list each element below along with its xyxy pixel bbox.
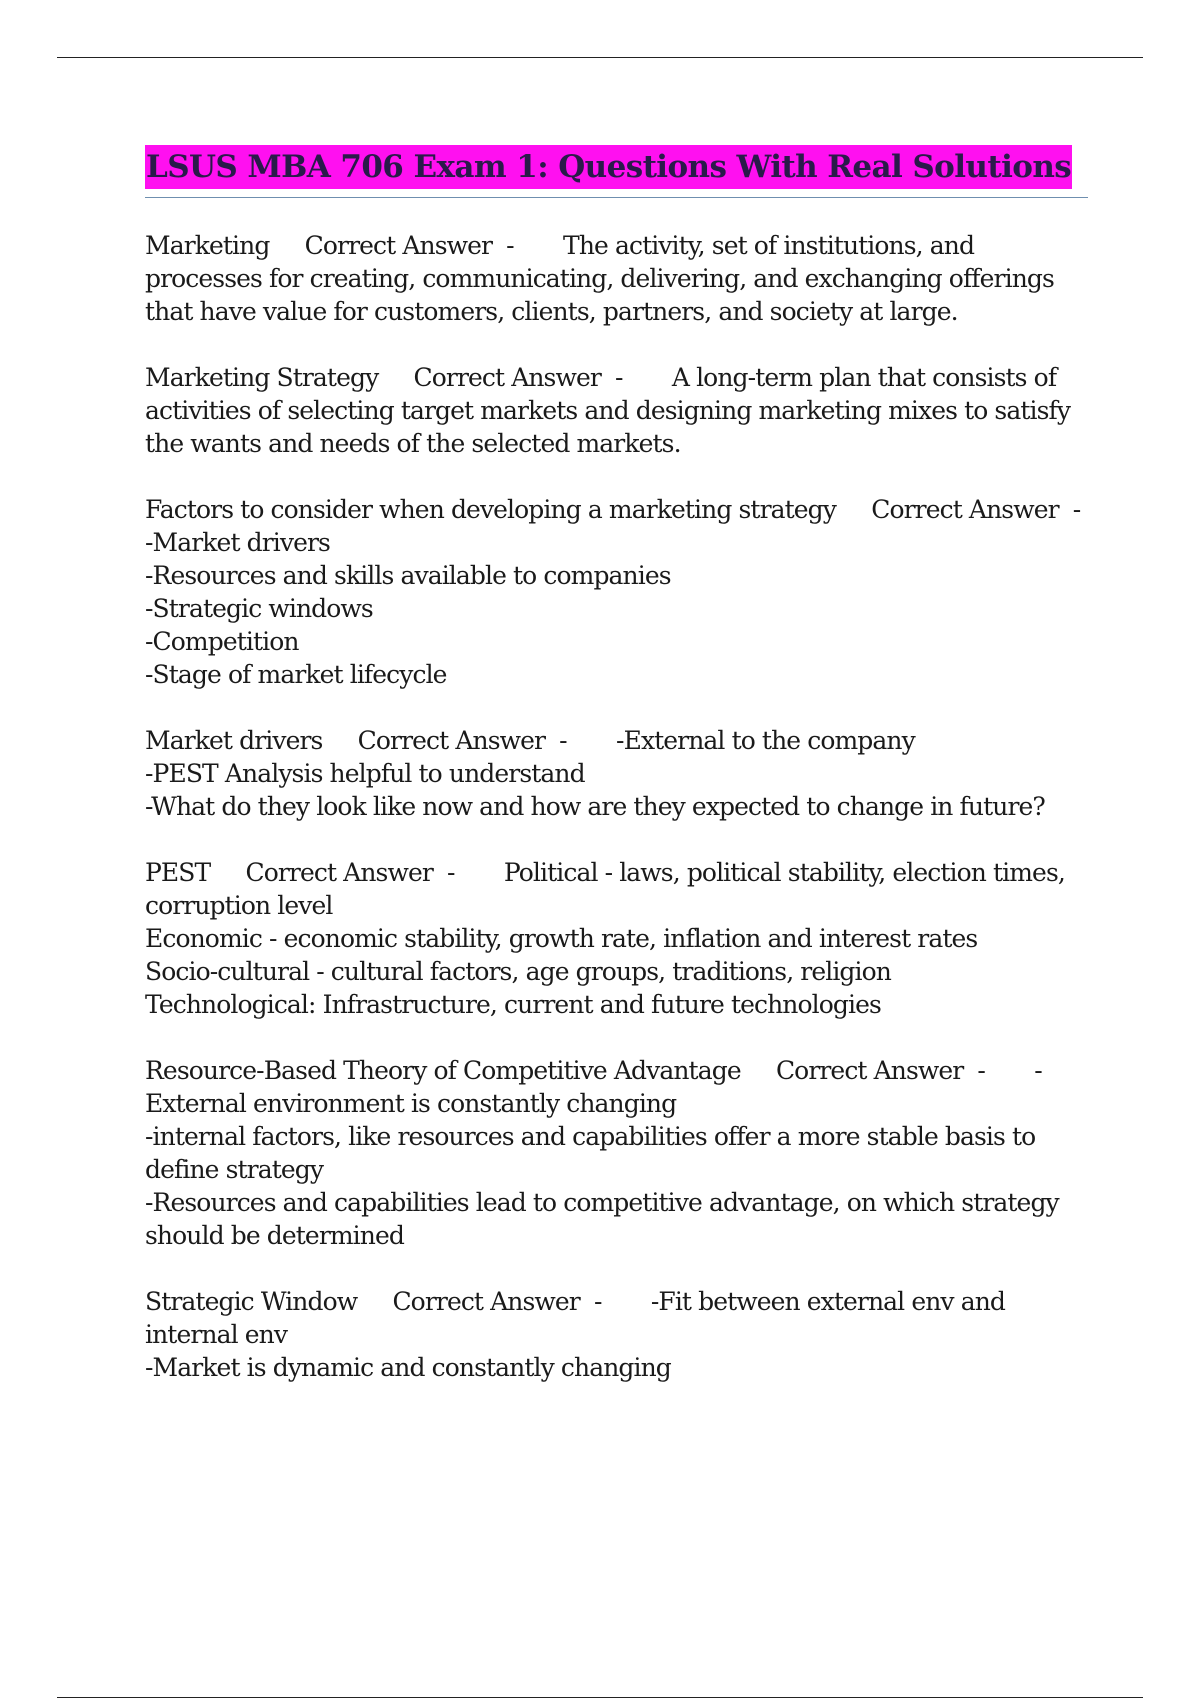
text-line: Marketing Correct Answer - The activity, set of institutions, and [145, 231, 975, 260]
qa-entry-strategic-window [145, 1285, 1088, 1384]
text-line: -PEST Analysis helpful to understand [145, 759, 585, 788]
document-title: LSUS MBA 706 Exam 1: Questions With Real Solutions [145, 145, 1072, 189]
text-line: Economic - economic stability, growth rate, inflation and interest rates [145, 924, 978, 953]
text-line: -internal factors, like resources and capabilities offer a more stable basis to [145, 1122, 1036, 1151]
text-line: corruption level [145, 891, 333, 920]
qa-entry-pest [145, 856, 1088, 1021]
text-line: -Competition [145, 627, 299, 656]
qa-entry-marketing [145, 229, 1088, 328]
text-line: -Strategic windows [145, 594, 373, 623]
text-line: -What do they look like now and how are they expected to change in future? [145, 792, 1045, 821]
document-body [145, 229, 1088, 1417]
text-line: that have value for customers, clients, partners, and society at large. [145, 297, 958, 326]
text-line: Technological: Infrastructure, current and future technologies [145, 990, 881, 1019]
text-line: -Resources and capabilities lead to competitive advantage, on which strategy [145, 1188, 1059, 1217]
qa-entry-marketing-strategy [145, 361, 1088, 460]
qa-entry-market-drivers [145, 724, 1088, 823]
text-line: -Resources and skills available to companies [145, 561, 671, 590]
text-line: Factors to consider when developing a marketing strategy Correct Answer - [145, 495, 1081, 524]
text-line: PEST Correct Answer - Political - laws, political stability, election times, [145, 858, 1065, 887]
title-block [145, 145, 1088, 198]
text-line: should be determined [145, 1221, 404, 1250]
qa-entry-factors [145, 493, 1088, 691]
text-line: the wants and needs of the selected markets. [145, 429, 681, 458]
qa-entry-resource-based-theory [145, 1054, 1088, 1252]
page-bottom-rule [57, 1697, 1143, 1698]
page-top-rule [57, 57, 1143, 58]
text-line: External environment is constantly changing [145, 1089, 677, 1118]
text-line: -Market is dynamic and constantly changing [145, 1353, 671, 1382]
text-line: Resource-Based Theory of Competitive Advantage Correct Answer - - [145, 1056, 1042, 1085]
text-line: Market drivers Correct Answer - -External to the company [145, 726, 915, 755]
text-line: activities of selecting target markets and designing marketing mixes to satisfy [145, 396, 1071, 425]
text-line: define strategy [145, 1155, 324, 1184]
text-line: -Market drivers [145, 528, 330, 557]
text-line: processes for creating, communicating, delivering, and exchanging offerings [145, 264, 1054, 293]
text-line: Strategic Window Correct Answer - -Fit between external env and [145, 1287, 1005, 1316]
text-line: Socio-cultural - cultural factors, age groups, traditions, religion [145, 957, 891, 986]
text-line: -Stage of market lifecycle [145, 660, 447, 689]
text-line: Marketing Strategy Correct Answer - A long-term plan that consists of [145, 363, 1057, 392]
text-line: internal env [145, 1320, 288, 1349]
